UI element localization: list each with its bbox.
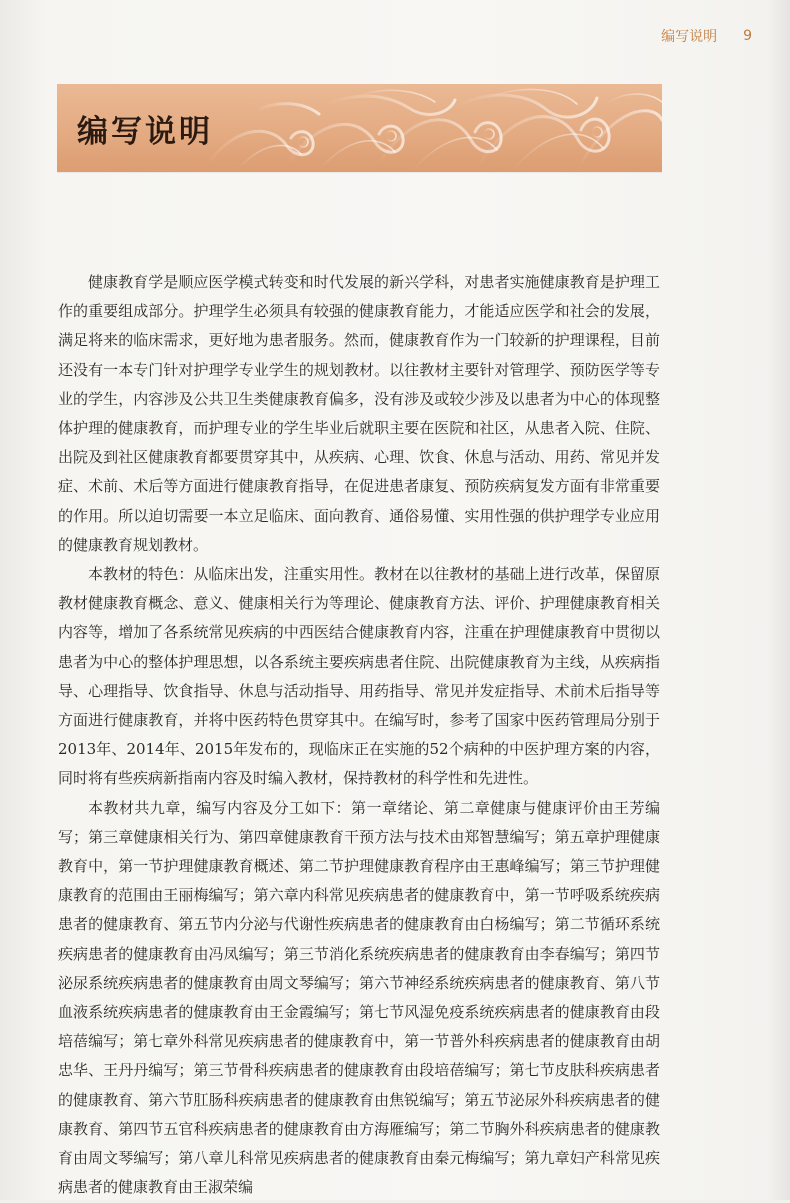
- paragraph-division: 本教材共九章，编写内容及分工如下：第一章绪论、第二章健康与健康评价由王芳编写；第三章健康相关行为、第四章健康教育干预方法与技术由郑智慧编写；第五章护理健康教育中，第一节护理健康教育概述、第二节护理健康教育程序由王惠峰编写；第三节护理健康教育的范围由王丽梅编写；第六章内科常见疾病患者的健康教育中，第一节呼吸系统疾病患者的健康教育、第五节内分泌与代谢性疾病患者的健康教育由白杨编写；第二节循环系统疾病患者的健康教育由冯凤编写；第三节消化系统疾病患者的健康教育由李春编写；第四节泌尿系统疾病患者的健康教育由周文琴编写；第六节神经系统疾病患者的健康教育、第八节血液系统疾病患者的健康教育由王金霞编写；第七节风湿免疫系统疾病患者的健康教育由段培蓓编写；第七章外科常见疾病患者的健康教育中，第一节普外科疾病患者的健康教育由胡忠华、王丹丹编写；第三节骨科疾病患者的健康教育由段培蓓编写；第七节皮肤科疾病患者的健康教育、第六节肛肠科疾病患者的健康教育由焦锐编写；第五节泌尿外科疾病患者的健康教育、第四节五官科疾病患者的健康教育由方海雁编写；第二节胸外科疾病患者的健康教育由周文琴编写；第八章儿科常见疾病患者的健康教育由秦元梅编写；第九章妇产科常见疾病患者的健康教育由王淑荣编: [58, 798, 660, 1197]
- body-text: [58, 268, 660, 1203]
- page-title: 编写说明: [77, 114, 213, 150]
- chapter-banner: [57, 84, 662, 172]
- paragraph-features: 本教材的特色：从临床出发，注重实用性。教材在以往教材的基础上进行改革，保留原教材健康教育概念、意义、健康相关行为等理论、健康教育方法、评价、护理健康教育相关内容等，增加了各系统常见疾病的中西医结合健康教育内容，注重在护理健康教育中贯彻以患者为中心的整体护理思想，以各系统主要疾病患者住院、出院健康教育为主线，从疾病指导、心理指导、饮食指导、休息与活动指导、用药指导、常见并发症指导、术前术后指导等方面进行健康教育，并将中医药特色贯穿其中。在编写时，参考了国家中医药管理局分别于2013年、2014年、2015年发布的，现临床正在实施的52个病种的中医护理方案的内容，同时将有些疾病新指南内容及时编入教材，保持教材的科学性和先进性。: [58, 565, 660, 788]
- running-head: [661, 26, 752, 46]
- page-number: 9: [743, 28, 752, 44]
- page-spine-shadow: [768, 0, 790, 1200]
- paragraph-intro: 健康教育学是顺应医学模式转变和时代发展的新兴学科，对患者实施健康教育是护理工作的重要组成部分。护理学生必须具有较强的健康教育能力，才能适应医学和社会的发展，满足将来的临床需求，更好地为患者服务。然而，健康教育作为一门较新的护理课程，目前还没有一本专门针对护理学专业学生的规划教材。以往教材主要针对管理学、预防医学等专业的学生，内容涉及公共卫生类健康教育偏多，没有涉及或较少涉及以患者为中心的体现整体护理的健康教育，而护理专业的学生毕业后就职主要在医院和社区，从患者入院、住院、出院及到社区健康教育都要贯穿其中，从疾病、心理、饮食、休息与活动、用药、常见并发症、术前、术后等方面进行健康教育指导，在促进患者康复、预防疾病复发方面有非常重要的作用。所以迫切需要一本立足临床、面向教育、通俗易懂、实用性强的供护理学专业应用的健康教育规划教材。: [58, 273, 660, 554]
- running-head-title: 编写说明: [661, 29, 718, 45]
